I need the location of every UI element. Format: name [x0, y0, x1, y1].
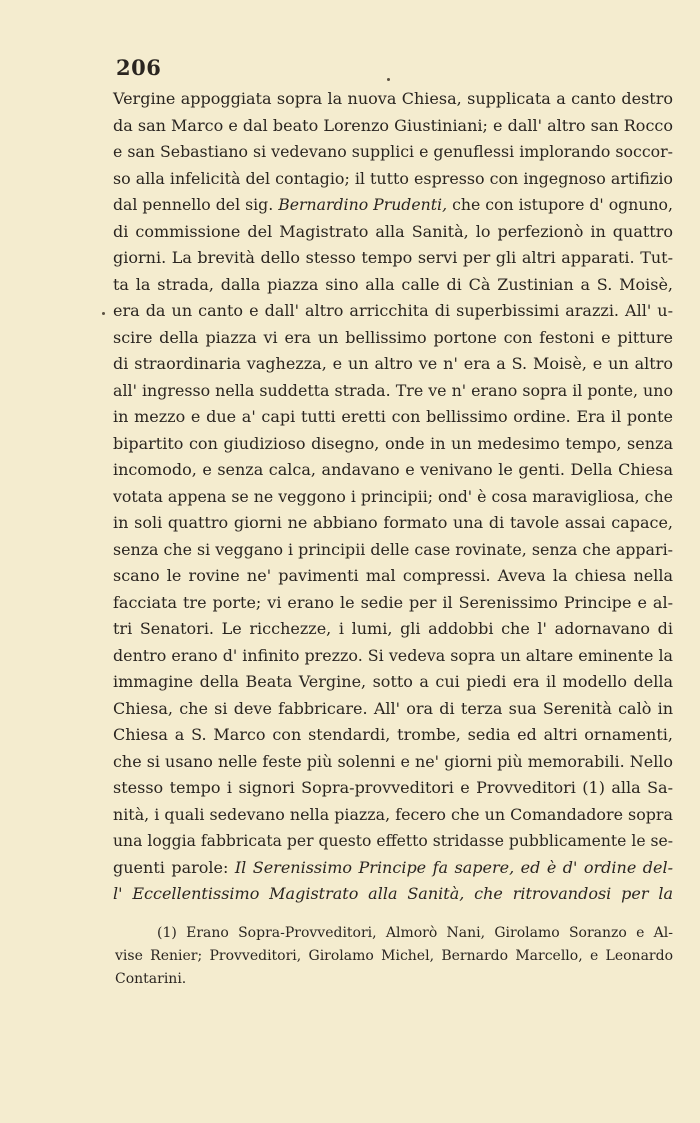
text-line: senza che si veggano i principii delle case rovinate, senza che appari- — [113, 539, 673, 559]
footnote — [115, 922, 673, 991]
text-line: Chiesa, che si deve fabbricare. All' ora di terza sua Serenità calò in — [113, 698, 673, 718]
text-line: e san Sebastiano si vedevano supplici e genuflessi implorando soccor- — [113, 142, 673, 161]
text-segment: guenti parole: — [113, 857, 235, 877]
text-line: di commissione del Magistrato alla Sanità, lo perfezionò in quattro — [113, 221, 673, 241]
paper-speck — [102, 312, 105, 315]
text-line: scire della piazza vi era un bellissimo portone con festoni e pitture — [113, 327, 673, 347]
body-text — [113, 86, 673, 908]
text-line: so alla infelicità del contagio; il tutto espresso con ingegnoso artifizio — [113, 168, 673, 188]
text-segment: che con istupore d' ognuno, — [447, 195, 673, 214]
text-line: ta la strada, dalla piazza sino alla calle di Cà Zustinian a S. Moisè, — [113, 274, 673, 294]
text-line — [113, 855, 673, 882]
footnote-line: vise Renier; Provveditori, Girolamo Michel, Bernardo Marcello, e Leonardo — [115, 948, 673, 964]
page-number: 206 — [116, 55, 162, 80]
text-line: da san Marco e dal beato Lorenzo Giustiniani; e dall' altro san Rocco — [113, 115, 673, 135]
text-segment: dal pennello del sig. — [113, 195, 279, 214]
italic-segment: l' Eccellentissimo Magistrato alla Sanità, che ritrovandosi per la — [113, 884, 673, 903]
text-line: Vergine appoggiata sopra la nuova Chiesa, supplicata a canto destro — [113, 89, 673, 108]
text-line: che si usano nelle feste più solenni e ne' giorni più memorabili. Nello — [113, 751, 673, 771]
text-line: tri Senatori. Le ricchezze, i lumi, gli addobbi che l' adornavano di — [113, 619, 673, 638]
text-line: in soli quattro giorni ne abbiano formato una di tavole assai capace, — [113, 513, 673, 532]
italic-segment: Il Serenissimo Principe fa sapere, ed è d' ordine del- — [234, 857, 673, 877]
text-line: incomodo, e senza calca, andavano e venivano le genti. Della Chiesa — [113, 460, 673, 479]
text-line: nità, i quali sedevano nella piazza, fecero che un Comandadore sopra — [113, 804, 673, 824]
text-line: Chiesa a S. Marco con stendardi, trombe, sedia ed altri ornamenti, — [113, 725, 673, 744]
text-line: stesso tempo i signori Sopra-provveditori e Provveditori (1) alla Sa- — [113, 778, 673, 797]
text-line: giorni. La brevità dello stesso tempo servi per gli altri apparati. Tut- — [113, 248, 673, 267]
text-line: scano le rovine ne' pavimenti mal compressi. Aveva la chiesa nella — [113, 566, 673, 585]
footnote-line: Contarini. — [115, 971, 187, 987]
text-line: all' ingresso nella suddetta strada. Tre ve n' erano sopra il ponte, uno — [113, 380, 673, 400]
text-line: votata appena se ne veggono i principii; ond' è cosa maravigliosa, che — [113, 486, 673, 506]
text-line: bipartito con giudizioso disegno, onde in un medesimo tempo, senza — [113, 433, 673, 453]
text-line: facciata tre porte; vi erano le sedie per il Serenissimo Principe e al- — [113, 592, 673, 612]
text-line: immagine della Beata Vergine, sotto a cui piedi era il modello della — [113, 672, 673, 691]
italic-segment: Bernardino Prudenti, — [278, 195, 448, 214]
footnote-line: (1) Erano Sopra-Provveditori, Almorò Nani, Girolamo Soranzo e Al- — [157, 925, 673, 941]
text-line: era da un canto e dall' altro arricchita di superbissimi arazzi. All' u- — [113, 301, 673, 320]
text-line: dentro erano d' infinito prezzo. Si vedeva sopra un altare eminente la — [113, 645, 674, 665]
text-line: una loggia fabbricata per questo effetto stridasse pubblicamente le se- — [113, 831, 674, 850]
paper-speck — [387, 78, 390, 81]
text-line — [113, 192, 673, 219]
text-line — [113, 881, 673, 908]
text-line: di straordinaria vaghezza, e un altro ve n' era a S. Moisè, e un altro — [113, 354, 673, 373]
text-line: in mezzo e due a' capi tutti eretti con bellissimo ordine. Era il ponte — [113, 407, 673, 426]
